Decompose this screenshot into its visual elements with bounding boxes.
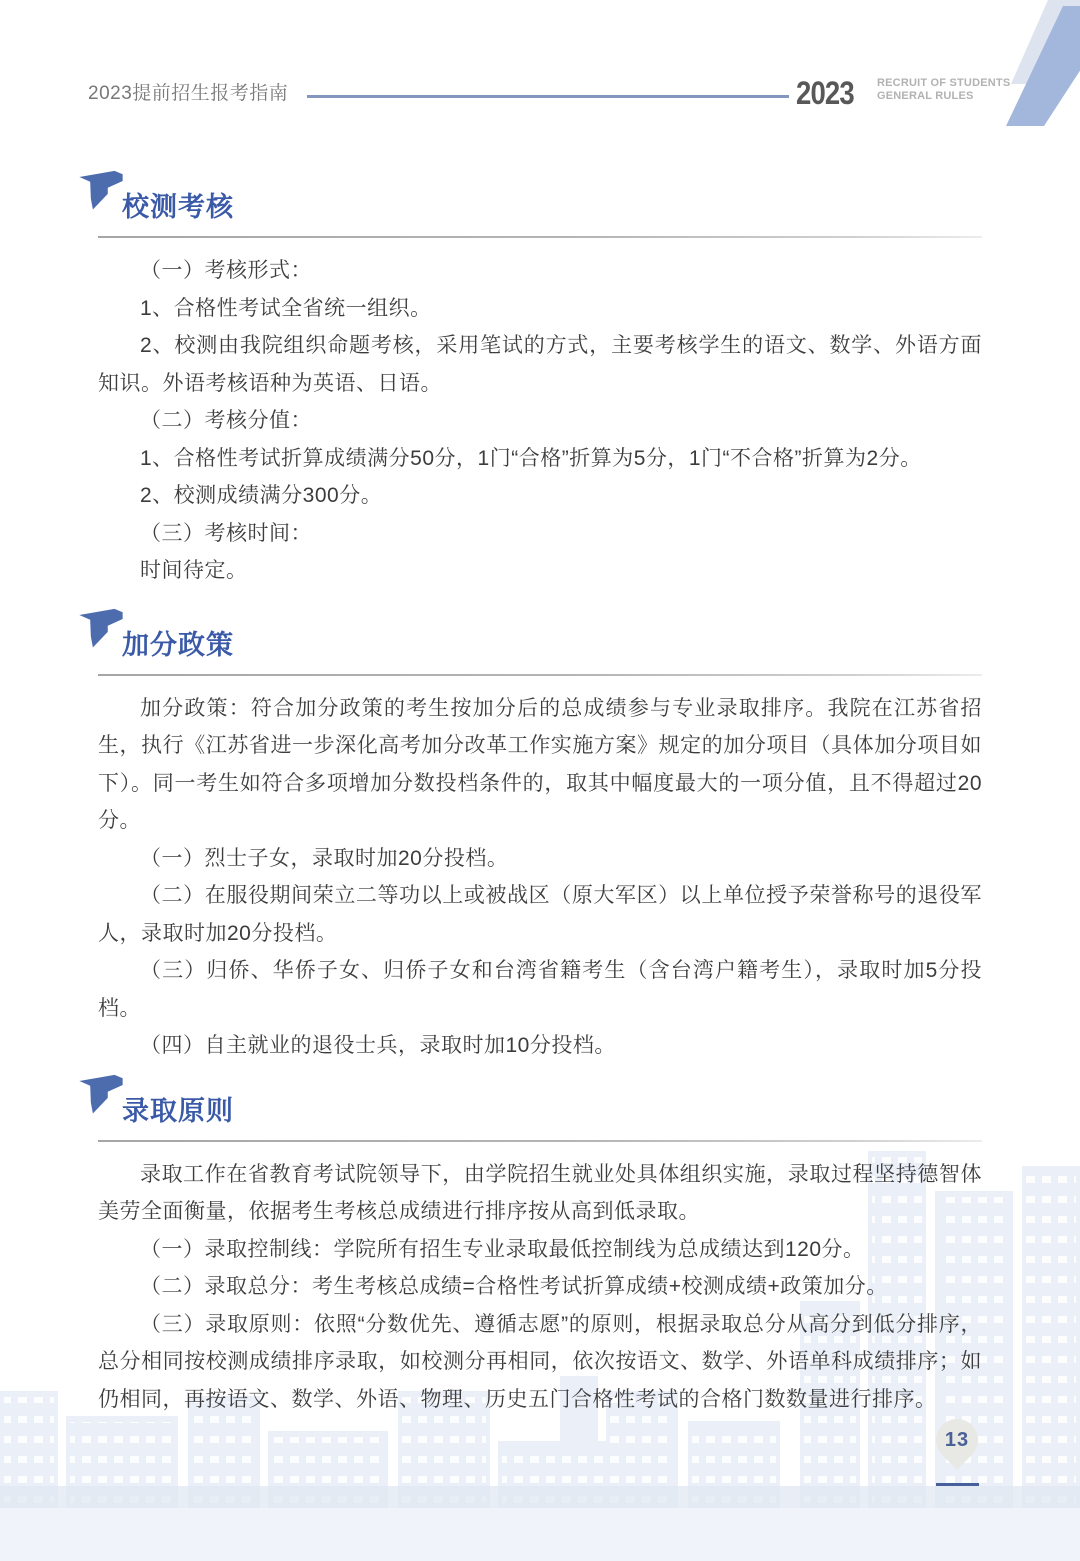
page-number-pin [927,1410,986,1469]
guide-title: 2023提前招生报考指南 [88,83,289,104]
section-body [98,252,982,590]
paragraph: 录取工作在省教育考试院领导下，由学院招生就业处具体组织实施，录取过程坚持德智体美劳全面衡量，依据考生考核总成绩进行排序按从高到低录取。 [98,1162,982,1223]
logo-subtitle-line1: RECRUIT OF STUDENTS [877,77,1011,89]
section-body [98,690,982,1065]
page-number: 13 [944,1429,970,1451]
paragraph: （一）烈士子女，录取时加20分投档。 [140,846,509,870]
corner-flag-icon [78,608,124,649]
paragraph: 时间待定。 [140,559,248,582]
page-number-underline [936,1483,979,1486]
section-heading: 校测考核 [122,192,234,222]
paragraph: （一）考核形式： [140,259,312,282]
paragraph: 1、合格性考试全省统一组织。 [140,296,432,320]
corner-stripes-decoration [860,0,1080,140]
paragraph: 2、校测由我院组织命题考核，采用笔试的方式，主要考核学生的语文、数学、外语方面知识。外语考核语种为英语、日语。 [98,334,982,395]
page-content [0,170,1080,1418]
section-heading: 加分政策 [122,629,234,660]
paragraph: （三）归侨、华侨子女、归侨子女和台湾省籍考生（含台湾户籍考生），录取时加5分投档。 [98,959,982,1020]
corner-flag-icon [78,1074,124,1115]
logo-subtitle-line2: GENERAL RULES [877,90,974,102]
section-underline [98,1140,982,1142]
paragraph: 加分政策：符合加分政策的考生按加分后的总成绩参与专业录取排序。我院在江苏省招生，执行《江苏省进一步深化高考加分改革工作实施方案》规定的加分项目（具体加分项目如下）。同一考生如符合多项增加分数投档条件的，取其中幅度最大的一项分值，且不得超过20分。 [98,696,982,832]
paragraph: 1、合格性考试折算成绩满分50分，1门“合格”折算为5分，1门“不合格”折算为2分。 [140,446,922,470]
paragraph: （三）考核时间： [140,521,312,545]
section-underline [98,236,982,238]
section-bonus-policy [98,608,982,1065]
section-underline [98,674,982,676]
section-admission-principles [98,1074,982,1419]
paragraph: （二）录取总分：考生考核总成绩=合格性考试折算成绩+校测成绩+政策加分。 [140,1275,888,1298]
section-exam-assessment [98,170,982,590]
header-logo-subtitle [877,77,1010,103]
paragraph: （一）录取控制线：学院所有招生专业录取最低控制线为总成绩达到120分。 [140,1237,865,1261]
section-body [98,1156,982,1419]
section-heading: 录取原则 [122,1095,234,1126]
paragraph: （二）考核分值： [140,409,312,432]
corner-flag-icon [78,170,124,211]
header-divider-line [307,95,789,98]
header-year-logo: 2023 [796,75,854,111]
paragraph: （三）录取原则：依照“分数优先、遵循志愿”的原则，根据录取总分从高分到低分排序，总分相同按校测成绩排序录取，如校测分再相同，依次按语文、数学、外语单科成绩排序；如仍相同，再按语文、数学、外语、物理、历史五门合格性考试的合格门数数量进行排序。 [98,1312,982,1411]
paragraph: （四）自主就业的退役士兵，录取时加10分投档。 [140,1034,616,1057]
paragraph: （二）在服役期间荣立二等功以上或被战区（原大军区）以上单位授予荣誉称号的退役军人，录取时加20分投档。 [98,884,982,945]
paragraph: 2、校测成绩满分300分。 [140,484,383,507]
